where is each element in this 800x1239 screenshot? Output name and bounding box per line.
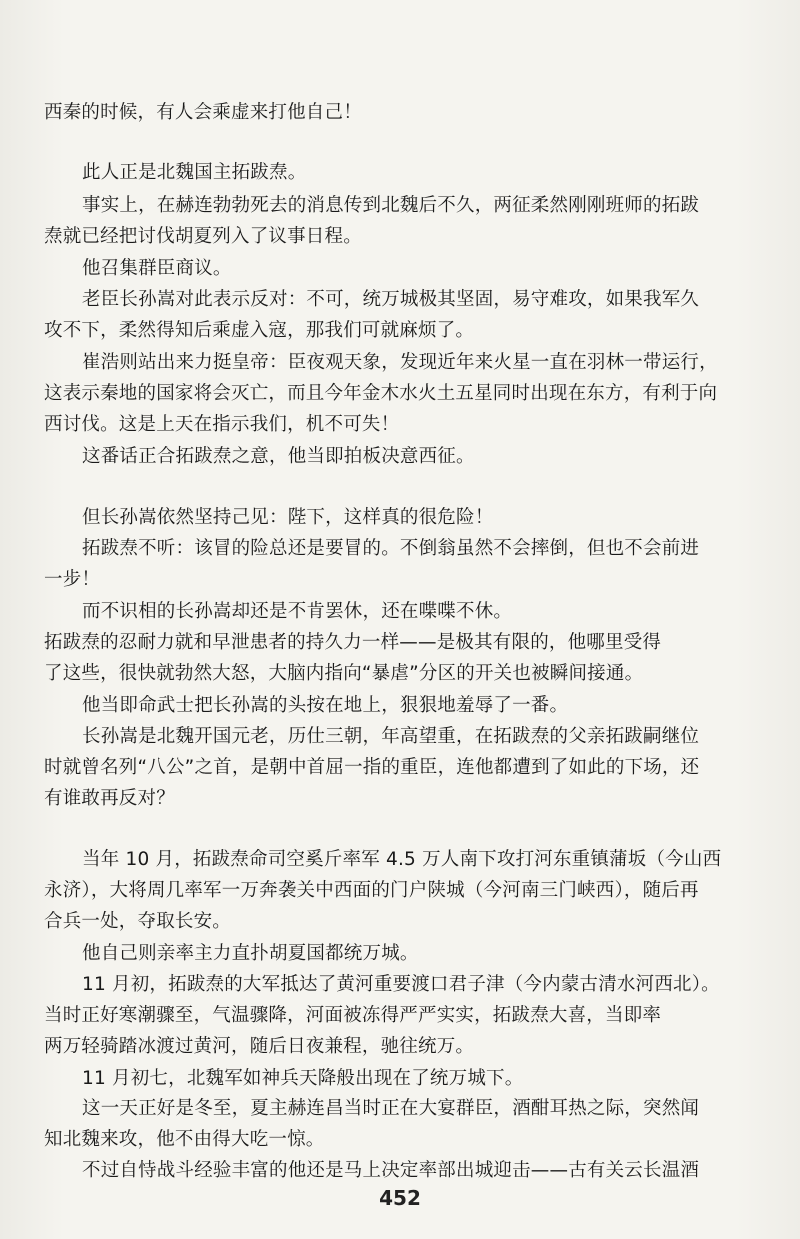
text-line: 西讨伐。这是上天在指示我们，机不可失！: [44, 414, 400, 435]
text-line: 但长孙嵩依然坚持己见：陛下，这样真的很危险！: [82, 507, 494, 528]
text-line: 11 月初，拓跋焘的大军抵达了黄河重要渡口君子津（今内蒙古清水河西北）。: [82, 974, 720, 995]
text-line: 事实上，在赫连勃勃死去的消息传到北魏后不久，两征柔然刚刚班师的拓跋: [82, 195, 700, 216]
page-number: 452: [379, 1186, 421, 1210]
text-line: 知北魏来攻，他不由得大吃一惊。: [44, 1129, 325, 1150]
text-line: 合兵一处，夺取长安。: [44, 911, 232, 932]
text-line: 当年 10 月，拓跋焘命司空奚斤率军 4.5 万人南下攻打河东重镇蒲坂（今山西: [82, 849, 722, 870]
text-line: 老臣长孙嵩对此表示反对：不可，统万城极其坚固，易守难攻，如果我军久: [82, 289, 700, 310]
text-line: 一步！: [44, 569, 101, 590]
text-line: 了这些，很快就勃然大怒，大脑内指向“暴虐”分区的开关也被瞬间接通。: [44, 663, 644, 684]
text-line: 西秦的时候，有人会乘虚来打他自己！: [44, 102, 362, 123]
text-line: 永济），大将周几率军一万奔袭关中西面的门户陕城（今河南三门峡西），随后再: [44, 880, 699, 901]
text-line: 时就曾名列“八公”之首，是朝中首屈一指的重臣，连他都遭到了如此的下场，还: [44, 757, 700, 778]
text-line: 焘就已经把讨伐胡夏列入了议事日程。: [44, 226, 362, 247]
text-line: 当时正好寒潮骤至，气温骤降，河面被冻得严严实实，拓跋焘大喜，当即率: [44, 1005, 662, 1026]
text-line: 他自己则亲率主力直扑胡夏国都统万城。: [82, 943, 419, 964]
text-line: 他当即命武士把长孙嵩的头按在地上，狠狠地羞辱了一番。: [82, 695, 569, 716]
text-line: 两万轻骑踏冰渡过黄河，随后日夜兼程，驰往统万。: [44, 1036, 475, 1057]
text-line: 这番话正合拓跋焘之意，他当即拍板决意西征。: [82, 446, 475, 467]
text-line: 不过自恃战斗经验丰富的他还是马上决定率部出城迎击——古有关云长温酒: [82, 1160, 700, 1181]
text-line: 拓跋焘不听：该冒的险总还是要冒的。不倒翁虽然不会摔倒，但也不会前进: [82, 538, 700, 559]
text-line: 长孙嵩是北魏开国元老，历仕三朝，年高望重，在拓跋焘的父亲拓跋嗣继位: [82, 726, 700, 747]
text-line: 他召集群臣商议。: [82, 258, 232, 279]
text-line: 拓跋焘的忍耐力就和早泄患者的持久力一样——是极其有限的，他哪里受得: [44, 632, 662, 653]
text-line: 此人正是北魏国主拓跋焘。: [82, 162, 307, 183]
text-line: 这一天正好是冬至，夏主赫连昌当时正在大宴群臣，酒酣耳热之际，突然闻: [82, 1098, 700, 1119]
text-line: 有谁敢再反对？: [44, 788, 175, 809]
text-line: 这表示秦地的国家将会灭亡，而且今年金木水火土五星同时出现在东方，有利于向: [44, 383, 718, 404]
text-line: 而不识相的长孙嵩却还是不肯罢休，还在喋喋不休。: [82, 601, 513, 622]
text-line: 攻不下，柔然得知后乘虚入寇，那我们可就麻烦了。: [44, 320, 475, 341]
faded-running-header: [44, 38, 244, 52]
text-line: 崔浩则站出来力挺皇帝：臣夜观天象，发现近年来火星一直在羽林一带运行，: [82, 352, 718, 373]
text-line: 11 月初七，北魏军如神兵天降般出现在了统万城下。: [82, 1068, 524, 1089]
